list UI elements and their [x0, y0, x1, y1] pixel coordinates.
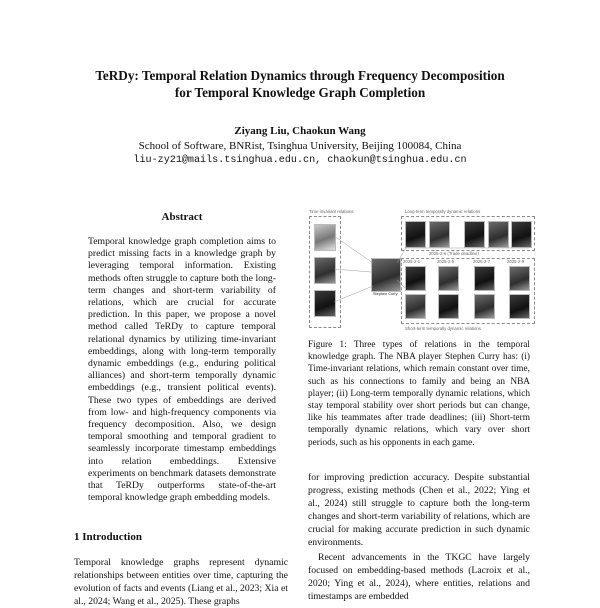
center-entity-name: Stephen Curry — [373, 292, 398, 296]
right-paragraph-2: Recent advancements in the TKGC have largely focused on embedding-based methods (Lacroix et al., 2020; Ying et al., 2024), where entities, relations and timestamps are embedded — [308, 552, 530, 602]
date-label-2: 2025-2-5 — [437, 259, 455, 264]
title-line-1: TeRDy: Temporal Relation Dynamics through Frequency Decomposition — [95, 68, 505, 83]
abstract-text: Temporal knowledge graph completion aims to predict missing facts in a knowledge graph by leveraging temporal information. Existing methods often struggle to capture both the long-term changes and short-term variability of relations, which are crucial for accurate prediction. In this paper, we propose a novel method called TeRDy to capture temporal relational dynamics by utilizing time-invariant embeddings, along with long-term temporally dynamic embeddings (e.g., enduring political alliances) and short-term temporally dynamic embeddings (e.g., transient political events). These two types of embeddings are derived from low- and high-frequency components via frequency decomposition. Also, we design temporal smoothing and temporal gradient to seamlessly incorporate timestamp embeddings into relation embeddings. Extensive experiments on benchmark datasets demonstrate that TeRDy outperforms state-of-the-art temporal knowledge graph embedding models. — [88, 236, 276, 504]
relation-arrows — [307, 208, 533, 333]
figure-caption: Figure 1: Three types of relations in the temporal knowledge graph. The NBA player Stephen Curry has: (i) Time-invariant relations, which remain constant over time, such as his connections to family and being an NBA player; (ii) Long-term temporally dynamic relations, which stay temporal stability over short periods but can change, like his teammates after trade deadlines; (iii) Short-term temporally dynamic relations, which vary over short periods, such as his opponents in each game. — [308, 340, 530, 448]
right-paragraph-1: for improving prediction accuracy. Despite substantial progress, existing methods (Chen et al., 2022; Ying et al., 2024) still struggle to capture both the long-term changes and short-term variability of relations, which are crucial for making accurate prediction in such dynamic environments. — [308, 472, 530, 548]
emails: liu-zy21@mails.tsinghua.edu.cn, chaokun@tsinghua.edu.cn — [133, 155, 467, 166]
authors: Ziyang Liu, Chaokun Wang — [234, 125, 366, 137]
figure-1 — [307, 208, 533, 333]
date-label-4: 2025-2-9 — [507, 259, 525, 264]
right-column-text — [308, 471, 530, 603]
label-time-invariant: Time-invariant relations — [309, 209, 354, 214]
trade-date-label: 2025-2-6 (Trade deadline) — [429, 251, 479, 256]
paper-title — [0, 67, 600, 101]
date-label-1: 2025-2-1 — [403, 259, 421, 264]
introduction-text: Temporal knowledge graphs represent dynamic relationships between entities over time, capturing the evolution of facts and events (Liang et al., 2023; Xia et al., 2024; Wang et al., 2025). These graphs — [74, 557, 288, 607]
section-heading-introduction: 1 Introduction — [74, 531, 142, 543]
title-line-2: for Temporal Knowledge Graph Completion — [174, 85, 426, 100]
label-long-term: Long-term temporally dynamic relations — [405, 209, 481, 214]
label-short-term: Short-term temporally dynamic relations — [405, 326, 481, 331]
affiliation: School of Software, BNRist, Tsinghua University, Beijing 100084, China — [138, 140, 462, 152]
date-label-3: 2025-2-7 — [473, 259, 491, 264]
abstract-heading: Abstract — [161, 211, 203, 223]
